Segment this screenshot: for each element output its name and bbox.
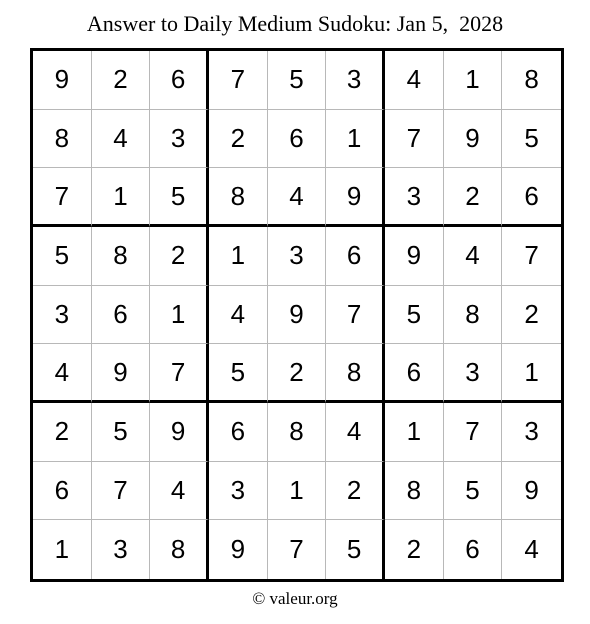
sudoku-cell-r7-c9: 3: [502, 403, 561, 462]
sudoku-cell-r9-c1: 1: [33, 520, 92, 579]
site-credit: © valeur.org: [252, 589, 338, 608]
sudoku-cell-r8-c3: 4: [150, 462, 209, 521]
puzzle-title: Answer to Daily Medium Sudoku: Jan 5, 2028: [86, 11, 504, 36]
sudoku-cell-r7-c8: 7: [444, 403, 503, 462]
sudoku-cell-r9-c7: 2: [385, 520, 444, 579]
sudoku-cell-r4-c4: 1: [209, 227, 268, 286]
sudoku-cell-r1-c6: 3: [326, 51, 385, 110]
sudoku-cell-r5-c5: 9: [268, 286, 327, 345]
sudoku-cell-r7-c1: 2: [33, 403, 92, 462]
sudoku-cell-r8-c8: 5: [444, 462, 503, 521]
sudoku-cell-r3-c6: 9: [326, 168, 385, 227]
sudoku-cell-r8-c1: 6: [33, 462, 92, 521]
sudoku-cell-r2-c2: 4: [92, 110, 151, 169]
sudoku-cell-r4-c9: 7: [502, 227, 561, 286]
sudoku-cell-r9-c5: 7: [268, 520, 327, 579]
sudoku-cell-r4-c1: 5: [33, 227, 92, 286]
sudoku-cell-r4-c6: 6: [326, 227, 385, 286]
sudoku-cell-r6-c7: 6: [385, 344, 444, 403]
sudoku-cell-r2-c3: 3: [150, 110, 209, 169]
sudoku-cell-r7-c3: 9: [150, 403, 209, 462]
sudoku-cell-r7-c2: 5: [92, 403, 151, 462]
sudoku-cell-r5-c9: 2: [502, 286, 561, 345]
sudoku-cell-r8-c7: 8: [385, 462, 444, 521]
sudoku-cell-r6-c8: 3: [444, 344, 503, 403]
sudoku-cell-r5-c6: 7: [326, 286, 385, 345]
sudoku-cell-r5-c7: 5: [385, 286, 444, 345]
sudoku-cell-r7-c4: 6: [209, 403, 268, 462]
sudoku-cell-r9-c2: 3: [92, 520, 151, 579]
sudoku-cell-r8-c5: 1: [268, 462, 327, 521]
sudoku-cell-r7-c6: 4: [326, 403, 385, 462]
sudoku-cell-r5-c8: 8: [444, 286, 503, 345]
sudoku-cell-r6-c2: 9: [92, 344, 151, 403]
sudoku-cell-r6-c3: 7: [150, 344, 209, 403]
sudoku-cell-r6-c1: 4: [33, 344, 92, 403]
sudoku-cell-r3-c2: 1: [92, 168, 151, 227]
sudoku-cell-r1-c5: 5: [268, 51, 327, 110]
sudoku-cell-r1-c1: 9: [33, 51, 92, 110]
sudoku-cell-r1-c8: 1: [444, 51, 503, 110]
sudoku-cell-r4-c2: 8: [92, 227, 151, 286]
sudoku-cell-r1-c4: 7: [209, 51, 268, 110]
sudoku-cell-r6-c4: 5: [209, 344, 268, 403]
sudoku-cell-r9-c6: 5: [326, 520, 385, 579]
sudoku-cell-r2-c1: 8: [33, 110, 92, 169]
sudoku-cell-r8-c6: 2: [326, 462, 385, 521]
sudoku-cell-r7-c5: 8: [268, 403, 327, 462]
sudoku-cell-r2-c5: 6: [268, 110, 327, 169]
sudoku-cell-r3-c8: 2: [444, 168, 503, 227]
sudoku-cell-r3-c7: 3: [385, 168, 444, 227]
sudoku-cell-r2-c9: 5: [502, 110, 561, 169]
sudoku-cell-r9-c8: 6: [444, 520, 503, 579]
sudoku-cell-r2-c8: 9: [444, 110, 503, 169]
sudoku-cell-r1-c9: 8: [502, 51, 561, 110]
sudoku-cell-r3-c5: 4: [268, 168, 327, 227]
sudoku-cell-r2-c6: 1: [326, 110, 385, 169]
sudoku-cell-r4-c7: 9: [385, 227, 444, 286]
sudoku-cell-r4-c3: 2: [150, 227, 209, 286]
sudoku-cell-r6-c5: 2: [268, 344, 327, 403]
sudoku-cell-r1-c2: 2: [92, 51, 151, 110]
sudoku-cell-r3-c1: 7: [33, 168, 92, 227]
sudoku-cell-r4-c8: 4: [444, 227, 503, 286]
sudoku-cell-r9-c3: 8: [150, 520, 209, 579]
sudoku-cell-r8-c2: 7: [92, 462, 151, 521]
sudoku-cell-r1-c7: 4: [385, 51, 444, 110]
sudoku-cell-r9-c4: 9: [209, 520, 268, 579]
sudoku-cell-r8-c4: 3: [209, 462, 268, 521]
sudoku-cell-r7-c7: 1: [385, 403, 444, 462]
sudoku-cell-r8-c9: 9: [502, 462, 561, 521]
sudoku-cell-r4-c5: 3: [268, 227, 327, 286]
sudoku-cell-r1-c3: 6: [150, 51, 209, 110]
sudoku-cell-r3-c4: 8: [209, 168, 268, 227]
sudoku-cell-r2-c7: 7: [385, 110, 444, 169]
sudoku-cell-r3-c9: 6: [502, 168, 561, 227]
sudoku-cell-r9-c9: 4: [524, 534, 539, 565]
sudoku-cell-r2-c4: 2: [209, 110, 268, 169]
sudoku-cell-r6-c9: 1: [502, 344, 561, 403]
sudoku-cell-r5-c2: 6: [92, 286, 151, 345]
sudoku-cell-r5-c4: 4: [209, 286, 268, 345]
sudoku-cell-r5-c3: 1: [150, 286, 209, 345]
sudoku-cell-r3-c3: 5: [150, 168, 209, 227]
sudoku-cell-r5-c1: 3: [33, 286, 92, 345]
sudoku-grid: [30, 48, 564, 582]
sudoku-cell-r6-c6: 8: [326, 344, 385, 403]
